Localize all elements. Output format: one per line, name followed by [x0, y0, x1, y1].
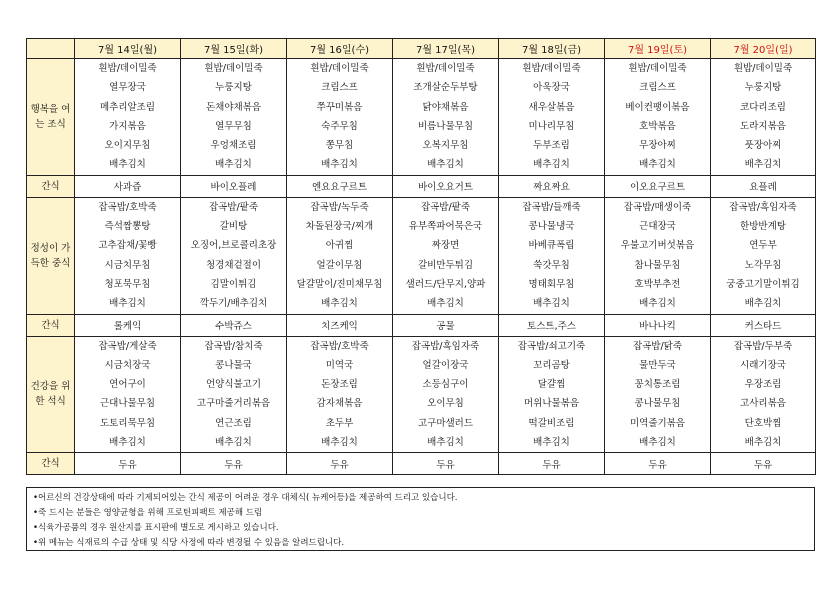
menu-item: 누룽지탕: [215, 82, 252, 94]
menu-item: 코다리조림: [740, 101, 786, 113]
menu-item: 얼갈이무침: [316, 259, 363, 271]
snack-item: 두유: [499, 453, 605, 475]
menu-item: 열무장국: [109, 82, 146, 94]
snack-item: 두유: [75, 453, 181, 475]
menu-item: 잡곡밥/팥죽: [420, 201, 471, 213]
menu-item: 궁중고기말이튀김: [726, 278, 800, 290]
menu-item: 배추김치: [109, 437, 146, 449]
notes-box: [26, 487, 815, 551]
menu-item: 배추김치: [321, 159, 358, 171]
menu-item: 콩나물무침: [634, 398, 681, 410]
menu-item: 참나물무침: [634, 259, 681, 271]
menu-item: 흰밥/데이밀죽: [98, 63, 157, 74]
menu-item: 달걀찜: [537, 379, 566, 391]
day-header-wed: 7월 16일(수): [287, 39, 393, 59]
menu-item: 얼갈이장국: [422, 359, 469, 371]
menu-item: 흰밥/데이밀죽: [628, 63, 687, 74]
lunch-day-cell: [287, 197, 393, 314]
snack-item: 두유: [287, 453, 393, 475]
menu-item: 고추잡채/꽃빵: [98, 240, 157, 252]
menu-item: 오이무침: [427, 398, 464, 410]
snack-item: 수박쥬스: [181, 314, 287, 336]
breakfast-row: [27, 59, 816, 176]
menu-item: 잡곡밥/들깨죽: [522, 201, 581, 213]
menu-item: 고구마샐러드: [417, 417, 474, 429]
menu-item: 닭야채볶음: [422, 101, 469, 113]
menu-item: 미나리무침: [528, 120, 575, 132]
snack-1-row: [27, 175, 816, 197]
dinner-label: 건강을 위한 석식: [27, 336, 75, 453]
menu-item: 연어구이: [109, 379, 146, 391]
menu-item: 흰밥/데이밀죽: [310, 63, 369, 74]
menu-item: 김말이튀김: [210, 278, 257, 290]
menu-item: 두부조림: [533, 140, 570, 152]
menu-item: 시래기장국: [740, 359, 786, 371]
snack-item: 공물: [393, 314, 499, 336]
menu-item: 유부쪽파어묵은국: [408, 221, 483, 233]
note-line: •식육가공품의 경우 원산지를 표시판에 별도로 게시하고 있습니다.: [33, 523, 279, 533]
menu-item: 달걀말이/진미채무침: [296, 278, 383, 290]
menu-item: 아욱장국: [533, 82, 570, 94]
day-header-sat: 7월 19일(토): [605, 39, 711, 59]
menu-item: 오징어,브로콜리초장: [190, 240, 277, 252]
snack-item: 두유: [605, 453, 711, 475]
day-header-fri: 7월 18일(금): [499, 39, 605, 59]
menu-item: 근대나물무침: [99, 398, 156, 410]
dinner-day-cell: [393, 336, 499, 453]
snack-item: 토스트,주스: [499, 314, 605, 336]
menu-item: 소등심구이: [422, 379, 469, 391]
menu-item: 떡갈비조림: [528, 417, 575, 429]
snack-item: 바이오플레: [181, 175, 287, 197]
menu-item: 잡곡밥/쇠고기죽: [517, 340, 586, 352]
menu-item: 잡곡밥/팥죽: [208, 201, 259, 213]
menu-item: 시금치무침: [104, 259, 151, 271]
menu-item: 배추김치: [321, 437, 358, 449]
menu-item: 배추김치: [744, 437, 782, 449]
menu-item: 돈장조림: [321, 379, 358, 391]
menu-item: 도라지볶음: [740, 120, 786, 132]
menu-item: 청포묵무침: [104, 278, 151, 290]
dinner-row: [27, 336, 816, 453]
day-header-sun: 7월 20일(일): [711, 39, 816, 59]
menu-item: 크림스프: [321, 82, 358, 94]
menu-item: 크림스프: [639, 82, 676, 94]
menu-item: 한방반계탕: [740, 221, 786, 233]
menu-item: 꽁치통조림: [634, 379, 681, 391]
menu-item: 차돌된장국/찌개: [305, 221, 374, 233]
menu-item: 잡곡밥/녹두죽: [310, 201, 369, 213]
menu-item: 샐러드/단무지,양파: [405, 278, 486, 290]
day-header-tue: 7월 15일(화): [181, 39, 287, 59]
menu-item: 메추리알조림: [99, 101, 156, 113]
weekly-menu-table: [26, 38, 816, 475]
menu-item: 잡곡밥/흑임자죽: [411, 340, 480, 352]
menu-item: 쑥갓무침: [533, 259, 570, 271]
lunch-day-cell: [499, 197, 605, 314]
menu-item: 콩나물냉국: [528, 221, 575, 233]
menu-item: 머위나물볶음: [523, 398, 580, 410]
menu-item: 언양식불고기: [205, 379, 262, 391]
menu-item: 시금치장국: [104, 359, 151, 371]
menu-item: 명태회무침: [528, 278, 575, 290]
menu-item: 배추김치: [744, 159, 782, 171]
menu-item: 배추김치: [215, 437, 252, 449]
menu-item: 배추김치: [109, 298, 146, 310]
menu-item: 호박부추전: [634, 278, 681, 290]
menu-item: 청경채겉절이: [205, 259, 262, 271]
menu-item: 연두부: [749, 240, 777, 252]
menu-item: 깍두기/배추김치: [199, 298, 268, 310]
snack-item: 이오요구르트: [605, 175, 711, 197]
menu-item: 단호박찜: [744, 417, 782, 429]
menu-item: 열무무침: [215, 120, 252, 132]
corner-cell: [27, 39, 75, 59]
menu-item: 우불고기버섯볶음: [620, 240, 695, 252]
lunch-label: 정성이 가득한 중식: [27, 197, 75, 314]
menu-item: 배추김치: [533, 159, 570, 171]
menu-item: 꼬리곰탕: [533, 359, 570, 371]
menu-item: 잡곡밥/게살죽: [98, 340, 157, 352]
menu-item: 갈비탕: [219, 221, 248, 233]
menu-item: 초두부: [325, 417, 354, 429]
breakfast-label: 행복을 여는 조식: [27, 59, 75, 176]
menu-item: 배추김치: [639, 437, 676, 449]
menu-item: 근대장국: [639, 221, 676, 233]
menu-item: 흰밥/데이밀죽: [733, 63, 793, 74]
menu-item: 즉석짬뽕탕: [104, 221, 151, 233]
header-row: [27, 39, 816, 59]
menu-item: 잡곡밥/닭죽: [632, 340, 683, 352]
menu-item: 배추김치: [427, 159, 464, 171]
breakfast-day-cell: [711, 59, 816, 176]
breakfast-day-cell: [393, 59, 499, 176]
snack-item: 바나나킥: [605, 314, 711, 336]
menu-item: 짜장면: [431, 240, 460, 252]
lunch-day-cell: [605, 197, 711, 314]
menu-item: 우엉채조림: [210, 140, 257, 152]
menu-item: 연근조림: [215, 417, 252, 429]
snack-item: 두유: [181, 453, 287, 475]
menu-item: 누룽지탕: [744, 82, 782, 94]
menu-item: 쭈꾸미볶음: [316, 101, 363, 113]
dinner-day-cell: [711, 336, 816, 453]
menu-item: 호박볶음: [639, 120, 676, 132]
menu-item: 배추김치: [215, 159, 252, 171]
menu-item: 바베큐폭립: [528, 240, 575, 252]
snack-item: 커스타드: [711, 314, 816, 336]
menu-item: 배추김치: [533, 298, 570, 310]
day-header-mon: 7월 14일(월): [75, 39, 181, 59]
menu-item: 잡곡밥/호박죽: [310, 340, 369, 352]
menu-item: 조개살순두부탕: [413, 82, 478, 94]
menu-item: 콩나물국: [215, 359, 252, 371]
menu-item: 배추김치: [639, 159, 676, 171]
menu-item: 흰밥/데이밀죽: [204, 63, 263, 74]
lunch-day-cell: [75, 197, 181, 314]
menu-item: 쫑무침: [325, 140, 354, 152]
menu-item: 고구마줄거리볶음: [196, 398, 271, 410]
menu-item: 배추김치: [533, 437, 570, 449]
menu-item: 돈채야채볶음: [205, 101, 262, 113]
dinner-day-cell: [287, 336, 393, 453]
breakfast-day-cell: [499, 59, 605, 176]
menu-item: 잡곡밥/두부죽: [733, 340, 793, 352]
menu-item: 흰밥/데이밀죽: [416, 63, 475, 74]
menu-item: 풋장아찌: [744, 140, 782, 152]
menu-item: 새우살볶음: [528, 101, 575, 113]
snack-item: 사과즙: [75, 175, 181, 197]
menu-item: 배추김치: [427, 437, 464, 449]
snack-item: 엔요요구르트: [287, 175, 393, 197]
menu-item: 베이컨팽이볶음: [625, 101, 690, 113]
note-line: •죽 드시는 분들은 영양균형을 위해 프로틴피팩트 제공해 드림: [33, 508, 263, 518]
breakfast-day-cell: [75, 59, 181, 176]
snack-item: 바이오요거트: [393, 175, 499, 197]
menu-item: 물만두국: [639, 359, 676, 371]
menu-item: 비름나물무침: [417, 120, 474, 132]
snack-3-label: 간식: [27, 453, 75, 475]
dinner-day-cell: [605, 336, 711, 453]
menu-item: 흰밥/데이밀죽: [522, 63, 581, 74]
day-header-thu: 7월 17일(목): [393, 39, 499, 59]
snack-item: 롤케익: [75, 314, 181, 336]
menu-item: 잡곡밥/매생이죽: [623, 201, 692, 213]
menu-item: 도토리묵무침: [99, 417, 156, 429]
snack-item: 두유: [393, 453, 499, 475]
snack-3-row: [27, 453, 816, 475]
menu-item: 숙주무침: [321, 120, 358, 132]
breakfast-day-cell: [605, 59, 711, 176]
menu-item: 오이지무침: [104, 140, 151, 152]
menu-item: 잡곡밥/호박죽: [98, 201, 157, 213]
menu-item: 우장조림: [744, 379, 782, 391]
menu-item: 배추김치: [427, 298, 464, 310]
snack-1-label: 간식: [27, 175, 75, 197]
note-line: •어르신의 건강상태에 따라 기제되어있는 간식 제공이 어려운 경우 대체식( 뉴케어등)을 제공하여 드리고 있습니다.: [33, 493, 458, 503]
dinner-day-cell: [499, 336, 605, 453]
menu-item: 미역국: [325, 359, 354, 371]
menu-item: 아귀찜: [325, 240, 354, 252]
menu-item: 노각무침: [744, 259, 782, 271]
note-line: •위 메뉴는 식재료의 수급 상태 및 식당 사정에 따라 변경될 수 있음을 알려드립니다.: [33, 538, 345, 548]
dinner-day-cell: [181, 336, 287, 453]
menu-item: 미역줄기볶음: [629, 417, 686, 429]
lunch-day-cell: [181, 197, 287, 314]
snack-item: 요플레: [711, 175, 816, 197]
menu-item: 감자채볶음: [316, 398, 363, 410]
snack-item: 치즈케익: [287, 314, 393, 336]
menu-item: 배추김치: [321, 298, 358, 310]
menu-item: 고사리볶음: [740, 398, 786, 410]
snack-2-row: [27, 314, 816, 336]
menu-item: 배추김치: [639, 298, 676, 310]
lunch-row: [27, 197, 816, 314]
menu-item: 오복지무침: [422, 140, 469, 152]
breakfast-day-cell: [287, 59, 393, 176]
menu-item: 잡곡밥/참치죽: [204, 340, 263, 352]
lunch-day-cell: [711, 197, 816, 314]
dinner-day-cell: [75, 336, 181, 453]
breakfast-day-cell: [181, 59, 287, 176]
menu-item: 갈비만두튀김: [417, 259, 474, 271]
menu-item: 배추김치: [744, 298, 782, 310]
snack-2-label: 간식: [27, 314, 75, 336]
menu-item: 가지볶음: [109, 120, 146, 132]
menu-item: 무장아찌: [639, 140, 676, 152]
snack-item: 두유: [711, 453, 816, 475]
menu-item: 잡곡밥/흑임자죽: [729, 201, 797, 213]
lunch-day-cell: [393, 197, 499, 314]
snack-item: 짜요짜요: [499, 175, 605, 197]
menu-item: 배추김치: [109, 159, 146, 171]
